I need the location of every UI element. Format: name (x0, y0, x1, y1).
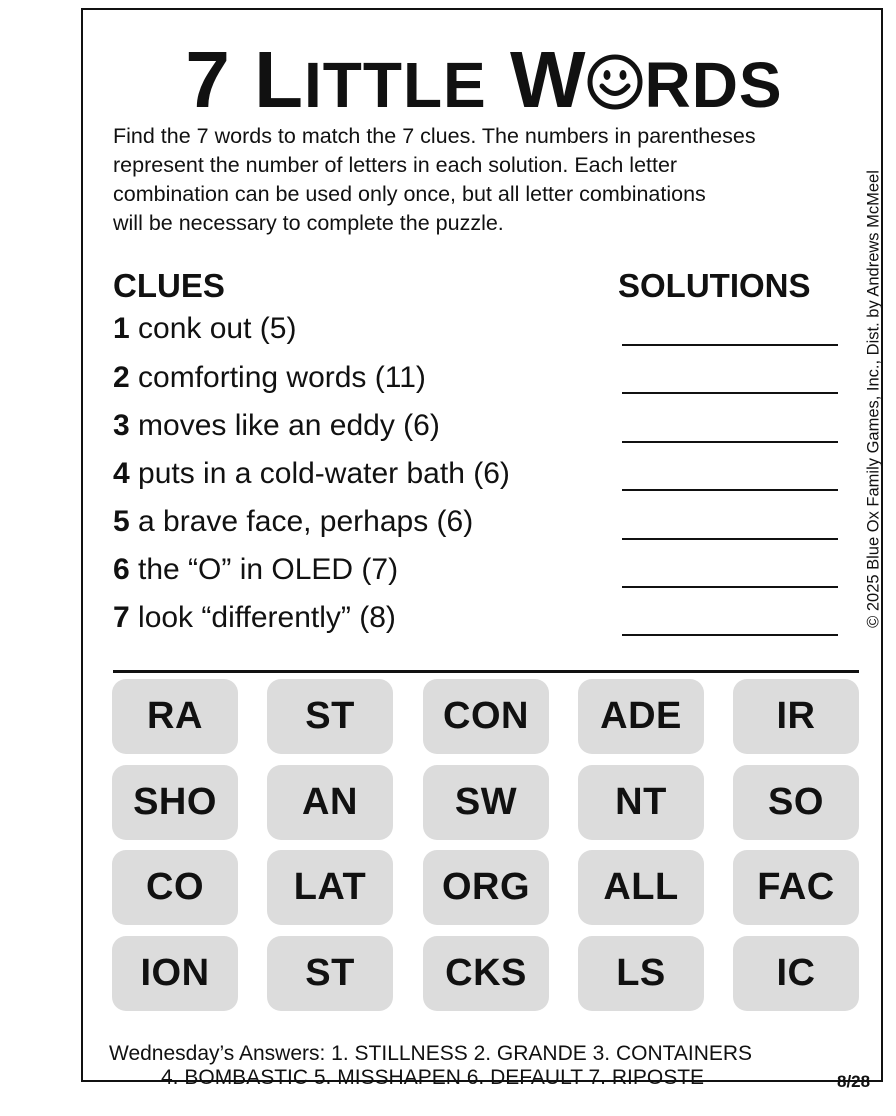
letter-tile[interactable]: LS (578, 936, 704, 1011)
clue-6 (113, 552, 398, 588)
letter-tile[interactable]: SO (733, 765, 859, 840)
solution-blank-5[interactable] (622, 538, 838, 540)
clue-2 (113, 360, 426, 396)
letter-tile[interactable]: LAT (267, 850, 393, 925)
clue-4 (113, 456, 510, 492)
title-part-3: W (509, 35, 587, 124)
letter-tile[interactable]: AN (267, 765, 393, 840)
solutions-heading: SOLUTIONS (618, 267, 811, 304)
solution-blank-2[interactable] (622, 392, 838, 394)
clue-text: the “O” in OLED (7) (129, 553, 399, 586)
title-part-1: 7 L (185, 35, 304, 124)
instructions (113, 122, 873, 238)
clue-3 (113, 408, 440, 444)
clue-number: 4 (113, 457, 130, 490)
clue-text: moves like an eddy (6) (129, 409, 440, 442)
instructions-line: will be necessary to complete the puzzle. (113, 211, 504, 235)
letter-tile[interactable]: CKS (423, 936, 549, 1011)
clue-text: conk out (5) (129, 312, 297, 345)
instructions-line: combination can be used only once, but all letter combinations (113, 182, 706, 206)
title-part-4: RDS (644, 49, 783, 121)
previous-answers-line-1: Wednesday’s Answers: 1. STILLNESS 2. GRANDE 3. CONTAINERS (109, 1042, 753, 1065)
puzzle-date: 8/28 (837, 1072, 871, 1091)
clue-number: 3 (113, 409, 130, 442)
clue-number: 1 (113, 312, 130, 345)
clue-7 (113, 600, 396, 636)
puzzle-frame (81, 8, 883, 1091)
letter-tile[interactable]: ADE (578, 679, 704, 754)
previous-answers-line-2: 4. BOMBASTIC 5. MISSHAPEN 6. DEFAULT 7. RIPOSTE (161, 1066, 705, 1089)
letter-tile[interactable]: FAC (733, 850, 859, 925)
letter-tile[interactable]: RA (112, 679, 238, 754)
clues-heading: CLUES (113, 267, 225, 304)
clue-text: look “differently” (8) (129, 601, 396, 634)
clue-number: 7 (113, 601, 130, 634)
copyright-credit (863, 134, 885, 664)
letter-tile[interactable]: ION (112, 936, 238, 1011)
letter-tile[interactable]: NT (578, 765, 704, 840)
divider-rule (113, 670, 859, 673)
clue-text: puts in a cold-water bath (6) (129, 457, 510, 490)
letter-tile[interactable]: SHO (112, 765, 238, 840)
clue-1 (113, 311, 296, 347)
clue-5 (113, 504, 473, 540)
copyright-text: © 2025 Blue Ox Family Games, Inc., Dist. by Andrews McMeel (864, 170, 883, 628)
letter-tile[interactable]: ST (267, 936, 393, 1011)
solution-blank-4[interactable] (622, 489, 838, 491)
title-part-2: ITTLE (303, 49, 487, 121)
instructions-line: Find the 7 words to match the 7 clues. The numbers in parentheses (113, 124, 756, 148)
clue-number: 5 (113, 505, 130, 538)
letter-tile[interactable]: SW (423, 765, 549, 840)
letter-tile[interactable]: ORG (423, 850, 549, 925)
clue-text: comforting words (11) (129, 361, 426, 394)
clue-number: 6 (113, 553, 130, 586)
letter-tile[interactable]: ST (267, 679, 393, 754)
solution-blank-1[interactable] (622, 344, 838, 346)
solution-blank-3[interactable] (622, 441, 838, 443)
letter-tile[interactable]: ALL (578, 850, 704, 925)
solution-blank-7[interactable] (622, 634, 838, 636)
letter-tile[interactable]: IR (733, 679, 859, 754)
puzzle-title (83, 30, 885, 135)
solution-blank-6[interactable] (622, 586, 838, 588)
letter-tile[interactable]: IC (733, 936, 859, 1011)
clue-number: 2 (113, 361, 130, 394)
smiley-face-icon (587, 34, 643, 92)
letter-tile[interactable]: CON (423, 679, 549, 754)
letter-tile[interactable]: CO (112, 850, 238, 925)
instructions-line: represent the number of letters in each solution. Each letter (113, 153, 678, 177)
clue-text: a brave face, perhaps (6) (129, 505, 474, 538)
